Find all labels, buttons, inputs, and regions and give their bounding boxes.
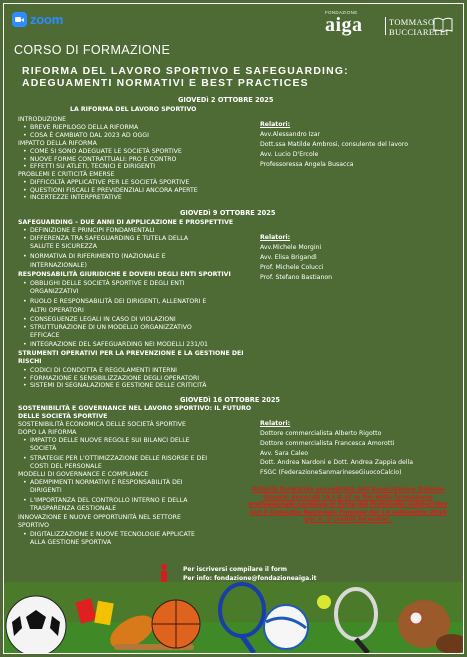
day3-gov-item2-cont: TRASPARENZA GESTIONALE	[30, 505, 117, 512]
day2-tools-list	[22, 367, 206, 390]
day3-gov-list-b	[22, 497, 187, 505]
aiga-name-line1: TOMMASO	[389, 17, 435, 27]
speaker-name: Professoressa Angela Busacca	[260, 161, 354, 168]
list-item: • DIFFERENZA TRA SAFEGUARDING E TUTELA DELLA	[22, 235, 188, 243]
sports-equipment-image	[4, 582, 463, 653]
video-camera-icon	[12, 12, 27, 27]
list-item: • IMPATTO DELLE NUOVE REGOLE SUI BILANCI DELLE	[22, 437, 190, 445]
day1-problems-list	[22, 179, 198, 202]
day2-resp-heading: RESPONSABILITÀ GIURIDICHE E DOVERI DEGLI ENTI SPORTIVI	[18, 271, 231, 278]
day3-topic-cont: DELLE SOCIETÀ SPORTIVE	[18, 413, 108, 420]
speaker-name: Prof. Stefano Bastianon	[260, 274, 333, 281]
aiga-logo	[303, 10, 453, 40]
day2-topic-list	[22, 227, 188, 242]
day2-resp-item1-cont: ORGANIZZATIVI	[30, 288, 79, 295]
day3-topic: SOSTENIBILITÀ E GOVERNANCE NEL LAVORO SPORTIVO: IL FUTURO	[18, 405, 252, 412]
speaker-name: Avv.Michele Morgini	[260, 244, 322, 251]
speaker-name: Dottore commercialista Alberto Rigotto	[260, 430, 382, 437]
day3-econ-item1-cont: SOCIETÀ	[30, 445, 57, 452]
day1-impact-list	[22, 148, 182, 171]
day1-intro-list	[22, 124, 149, 139]
day3-econ-heading-cont: DOPO LA RIFORMA	[18, 429, 77, 436]
accreditation-note: Attività formativa accreditata dall'Associazione Italiana Giovani Avvocati (A.I.G.A) ai fini della formazione professionale continua in forza del Protocollo sottoscritto con il Consiglio Nazionale Forense del 14 settembre 2016 per n. 9 crediti formativi.	[248, 486, 448, 524]
day3-gov-list	[22, 479, 183, 487]
list-item: • OBBLIGHI DELLE SOCIETÀ SPORTIVE E DEGLI ENTI	[22, 280, 184, 288]
day2-topic-list-b	[22, 253, 166, 261]
aiga-name-line2: BUCCIARELLI	[389, 27, 449, 37]
list-item: • CONSEGUENZE LEGALI IN CASO DI VIOLAZIONI	[22, 316, 192, 324]
list-item: • DIGITALIZZAZIONE E NUOVE TECNOLOGIE APPLICATE	[22, 531, 195, 539]
page-title	[22, 66, 442, 90]
list-item: • COSA È CAMBIATO DAL 2023 AD OGGI	[22, 132, 149, 140]
day2-topic-item3-cont: INTERNAZIONALE)	[30, 262, 87, 269]
list-item: • FORMAZIONE E SENSIBILIZZAZIONE DEGLI OPERATORI	[22, 375, 206, 383]
day1-topic: LA RIFORMA DEL LAVORO SPORTIVO	[70, 106, 197, 113]
list-item: • STRUTTURAZIONE DI UN MODELLO ORGANIZZATIVO	[22, 324, 192, 332]
day3-econ-heading: SOSTENIBILITÀ ECONOMICA DELLE SOCIETÀ SPORTIVE	[18, 421, 186, 428]
logo-divider	[385, 17, 386, 35]
day1-impact-heading: IMPATTO DELLA RIFORMA	[18, 140, 97, 147]
list-item: • SISTEMI DI SEGNALAZIONE E GESTIONE DELLE CRITICITÀ	[22, 382, 206, 390]
speakers-label: Relatori:	[260, 420, 291, 427]
speakers-label: Relatori:	[260, 121, 291, 128]
day2-date: GIOVEDì 9 OTTOBRE 2025	[180, 209, 276, 217]
list-item: • BREVE RIEPILOGO DELLA RIFORMA	[22, 124, 149, 132]
list-item: • RUOLO E RESPONSABILITÀ DEI DIRIGENTI, ALLENATORI E	[22, 298, 206, 306]
speaker-name: Dottore commercialista Francesca Amorotti	[260, 440, 395, 447]
day1-problems-heading: PROBLEMI E CRITICITÀ EMERSE	[18, 171, 115, 178]
speaker-name: Dott.ssa Matilde Ambrosi, consulente del lavoro	[260, 141, 409, 148]
list-item: • ADEMPIMENTI NORMATIVI E RESPONSABILITÀ DEI	[22, 479, 183, 487]
list-item: • QUESTIONI FISCALI E PREVIDENZIALI ANCORA APERTE	[22, 187, 198, 195]
day3-speakers	[260, 419, 394, 459]
title-line-1: RIFORMA DEL LAVORO SPORTIVO E SAFEGUARDING:	[22, 66, 349, 77]
day2-resp-list-d	[22, 341, 208, 349]
info-icon	[157, 564, 171, 584]
list-item: • L'IMPORTANZA DEL CONTROLLO INTERNO E DELLA	[22, 497, 187, 505]
speaker-name: Prof. Michele Colucci	[260, 264, 324, 271]
day2-speakers	[260, 233, 332, 283]
speaker-name: Avv. Lucio D'Ercole	[260, 151, 319, 158]
speaker-name: Avv.Alessandro Izar	[260, 131, 321, 138]
day3-gov-item1-cont: DIRIGENTI	[30, 487, 62, 494]
day3-innov-item1-cont: ALLA GESTIONE SPORTIVA	[30, 539, 112, 546]
day2-resp-item2-cont: ALTRI OPERATORI	[30, 307, 84, 314]
day3-innov-list	[22, 531, 195, 539]
day2-resp-item4-cont: EFFICACE	[30, 332, 60, 339]
speaker-name: Avv. Sara Caleo	[260, 450, 309, 457]
day3-econ-list	[22, 437, 190, 445]
list-item: • NUOVE FORME CONTRATTUALI: PRO E CONTRO	[22, 156, 182, 164]
open-book-icon	[433, 16, 453, 34]
signup-form-text[interactable]: Per iscriversi compilare il form	[183, 566, 288, 573]
day2-resp-list-c	[22, 316, 192, 331]
day3-date: GIOVEDì 16 OTTOBRE 2025	[180, 396, 281, 404]
day1-intro-heading: INTRODUZIONE	[18, 116, 67, 123]
course-label: CORSO DI FORMAZIONE	[14, 43, 171, 57]
list-item: • INTEGRAZIONE DEL SAFEGUARDING NEI MODELLI 231/01	[22, 341, 208, 349]
day3-innov-heading-cont: SPORTIVO	[18, 522, 49, 529]
day2-tools-heading: STRUMENTI OPERATIVI PER LA PREVENZIONE E LA GESTIONE DEI	[18, 350, 244, 357]
day3-econ-item2-cont: COSTI DEL PERSONALE	[30, 463, 102, 470]
list-item: • EFFETTI SU ATLETI, TECNICI E DIRIGENTI	[22, 163, 182, 171]
list-item: • DEFINIZIONE E PRINCIPI FONDAMENTALI	[22, 227, 188, 235]
speaker-name: FSGC (FederazioneSanmarineseGiuocoCalcio)	[260, 469, 402, 476]
day1-date: GIOVEDì 2 OTTOBRE 2025	[178, 96, 274, 104]
day2-resp-list	[22, 280, 184, 288]
speaker-name: Avv. Elisa Brigandì	[260, 254, 317, 261]
speakers-label: Relatori:	[260, 234, 291, 241]
list-item: • CODICI DI CONDOTTA E REGOLAMENTI INTERNI	[22, 367, 206, 375]
day3-speakers-more	[260, 458, 413, 478]
list-item: • STRATEGIE PER L'OTTIMIZZAZIONE DELLE RISORSE E DEI	[22, 455, 207, 463]
aiga-wordmark: aiga	[325, 14, 363, 36]
day3-gov-heading: MODELLI DI GOVERNANCE E COMPLIANCE	[18, 471, 149, 478]
title-line-2: ADEGUAMENTI NORMATIVI E BEST PRACTICES	[22, 78, 309, 89]
day3-econ-list-b	[22, 455, 207, 463]
list-item: • INCERTEZZE INTERPRETATIVE	[22, 194, 198, 202]
aiga-fondazione-label: FONDAZIONE	[325, 10, 358, 15]
list-item: • NORMATIVA DI RIFERIMENTO (NAZIONALE E	[22, 253, 166, 261]
zoom-logo	[12, 12, 63, 27]
day2-resp-list-b	[22, 298, 206, 306]
day1-speakers	[260, 120, 408, 170]
day3-innov-heading: INNOVAZIONE E NUOVE OPPORTUNITÀ NEL SETTORE	[18, 514, 181, 521]
day2-topic: SAFEGUARDING – DUE ANNI DI APPLICAZIONE E PROSPETTIVE	[18, 219, 234, 226]
speaker-name: Dott. Andrea Nardoni e Dott. Andrea Zappia della	[260, 459, 414, 466]
zoom-wordmark: zoom	[30, 12, 64, 27]
day2-topic-item2-cont: SALUTE E SICUREZZA	[30, 243, 97, 250]
day2-tools-heading-cont: RISCHI	[18, 358, 42, 365]
info-email-text[interactable]: Per info: fondazione@fondazioneaiga.it	[183, 575, 317, 582]
list-item: • COME SI SONO ADEGUATE LE SOCIETÀ SPORTIVE	[22, 148, 182, 156]
list-item: • DIFFICOLTÀ APPLICATIVE PER LE SOCIETÀ SPORTIVE	[22, 179, 198, 187]
